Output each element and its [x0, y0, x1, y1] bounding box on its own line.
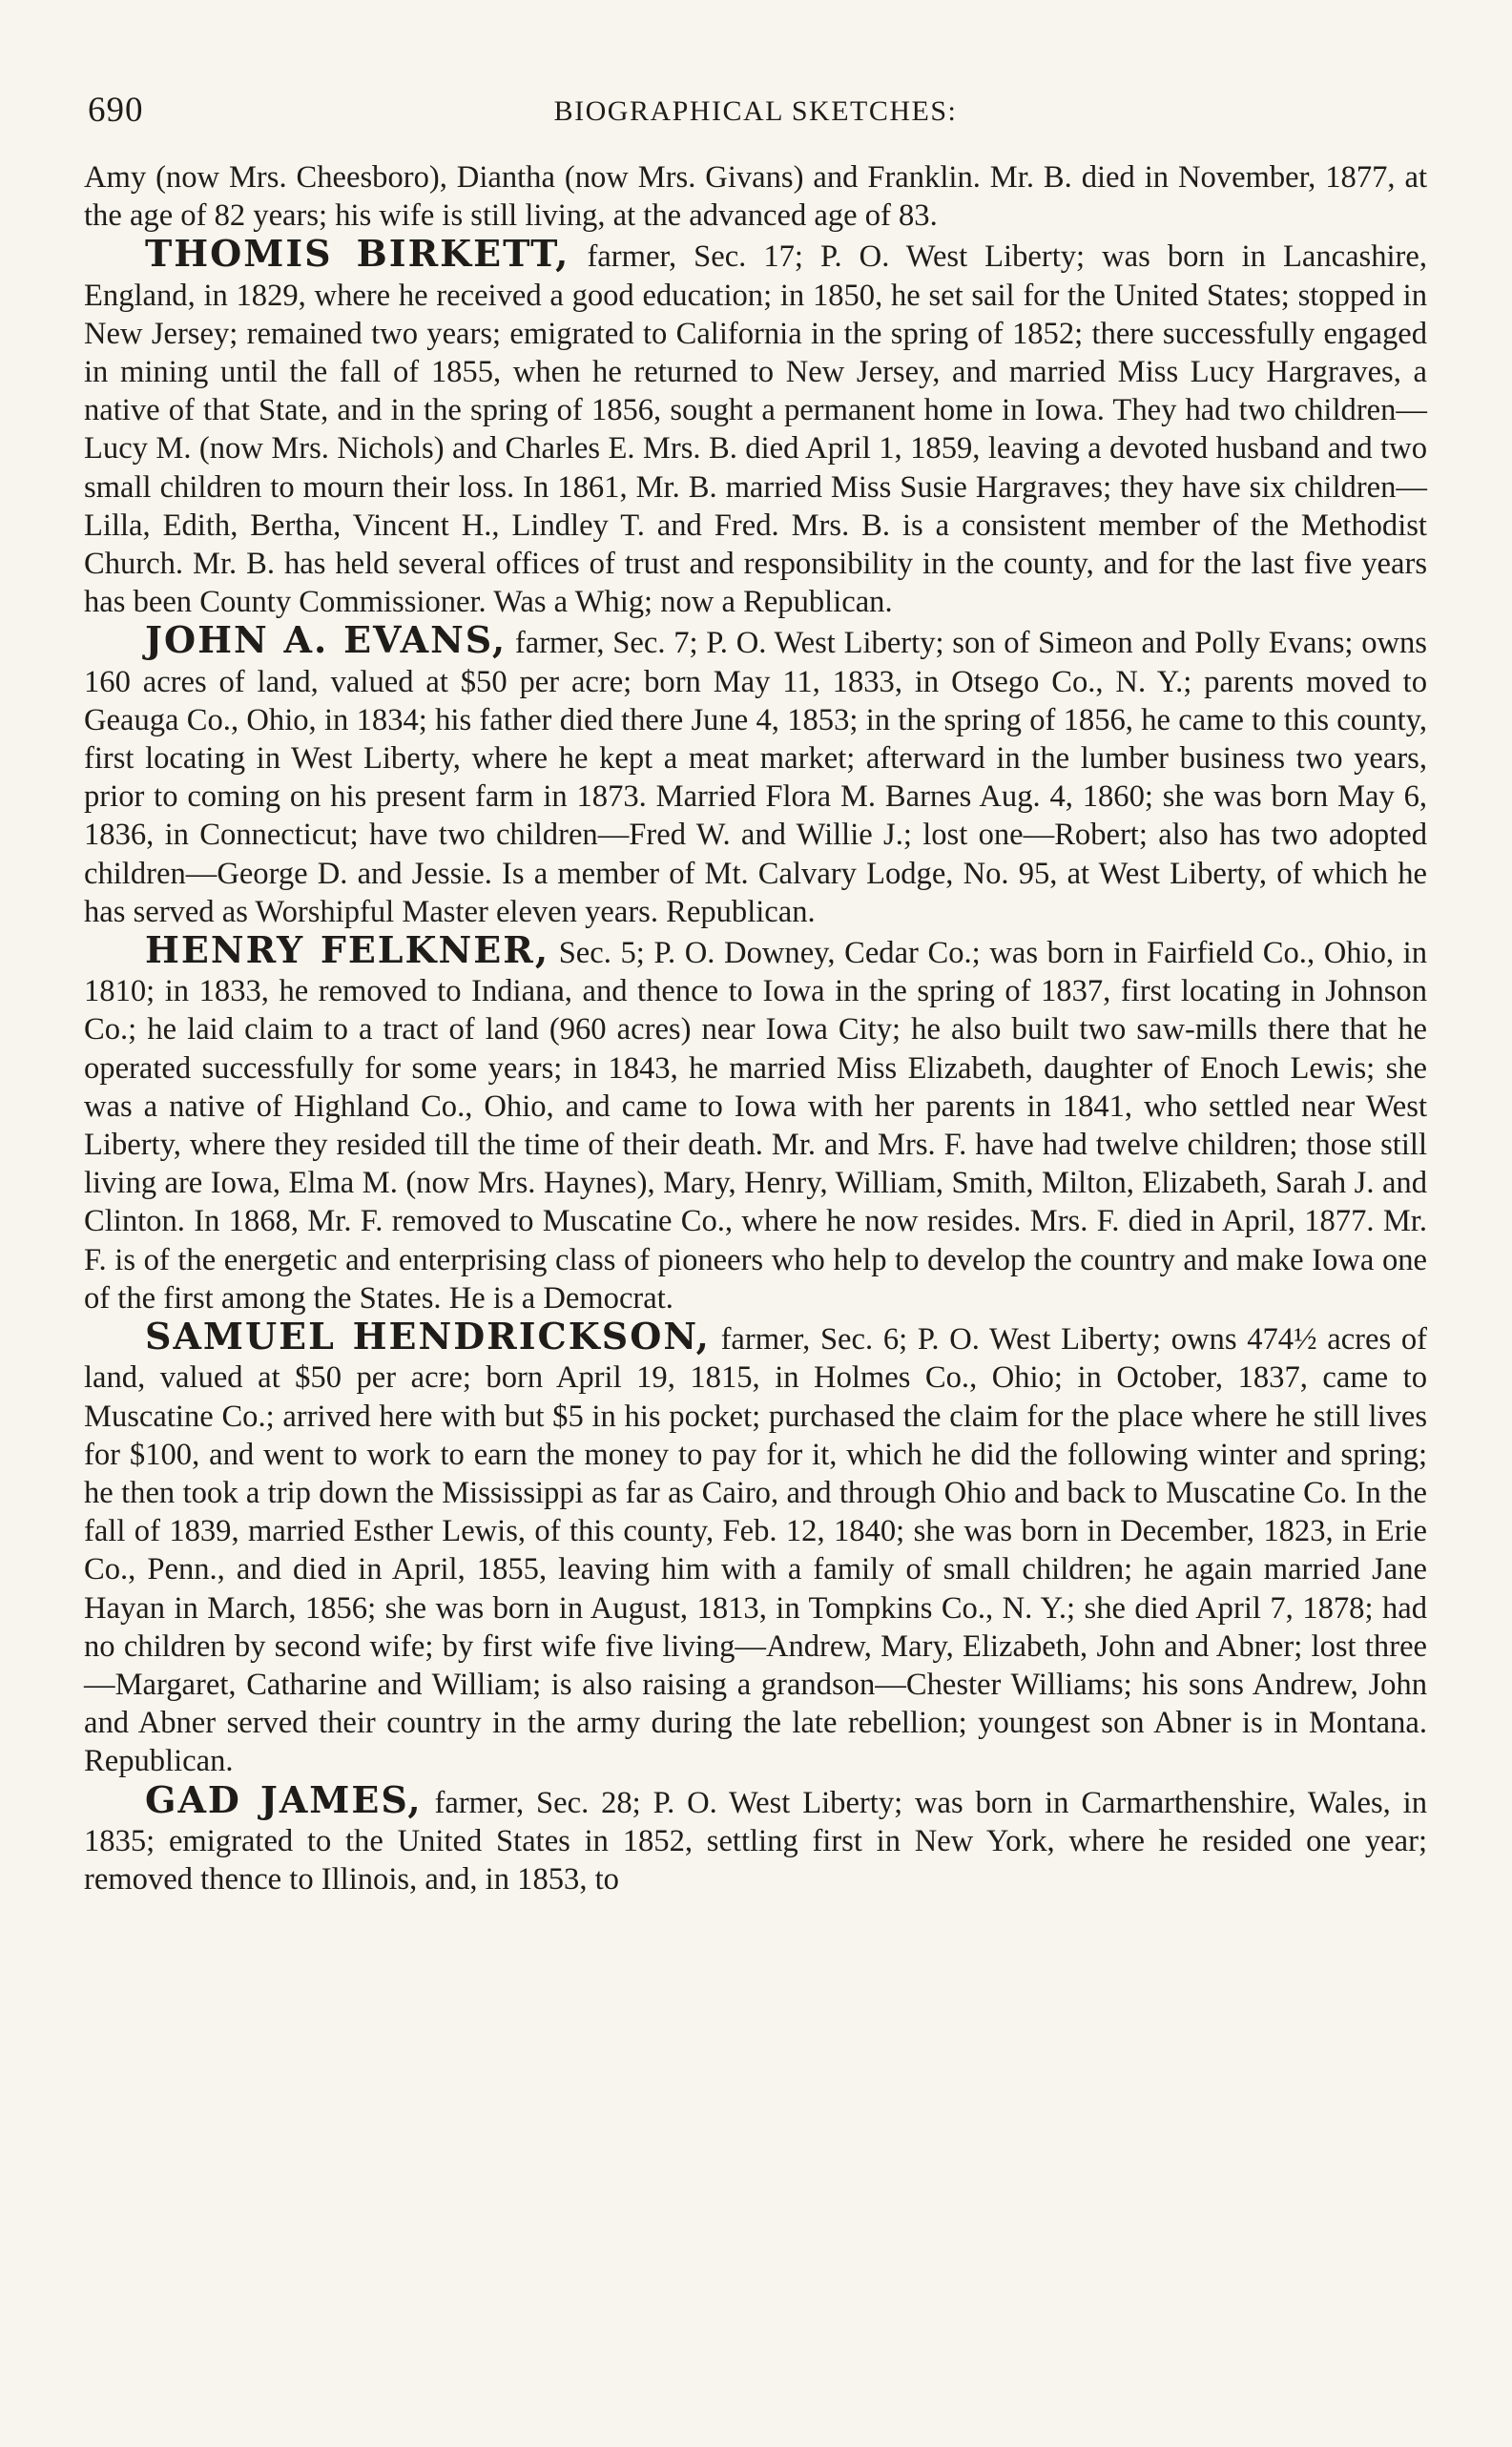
biography-entry: [84, 232, 1427, 621]
entry-text: Sec. 5; P. O. Downey, Cedar Co.; was born in Fairfield Co., Ohio, in 1810; in 1833, he removed to Indiana, and thence to Iowa in the spring of 1837, first locating in Johnson Co.; he laid claim to a tract of land (960 acres) near Iowa City; he also built two saw-mills there that he operated successfully for some years; in 1843, he married Miss Elizabeth, daughter of Enoch Lewis; she was a native of Highland Co., Ohio, and came to Iowa with her parents in 1841, who settled near West Liberty, where they resided till the time of their death. Mr. and Mrs. F. have had twelve children; those still living are Iowa, Elma M. (now Mrs. Haynes), Mary, Henry, William, Smith, Milton, Elizabeth, Sarah J. and Clinton. In 1868, Mr. F. removed to Muscatine Co., where he now resides. Mrs. F. died in April, 1877. Mr. F. is of the energetic and enterprising class of pioneers who help to develop the country and make Iowa one of the first among the States. He is a Democrat.: [84, 936, 1427, 1316]
continuation-paragraph: Amy (now Mrs. Cheesboro), Diantha (now Mrs. Givans) and Franklin. Mr. B. died in November, 1877, at the age of 82 years; his wife is still living, at the advanced age of 83.: [84, 160, 1427, 234]
entry-text: farmer, Sec. 28; P. O. West Liberty; was born in Carmarthenshire, Wales, in 1835; emigrated to the United States in 1852, settling first in New York, where he resided one year; removed thence to Illinois, and, in 1853, to: [84, 1785, 1427, 1897]
entry-text: farmer, Sec. 6; P. O. West Liberty; owns 474½ acres of land, valued at $50 per acre; born April 19, 1815, in Holmes Co., Ohio; in October, 1837, came to Muscatine Co.; arrived here with but $5 in his pocket; purchased the claim for the place where he still lives for $100, and went to work to earn the money to pay for it, which he did the following winter and spring; he then took a trip down the Mississippi as far as Cairo, and through Ohio and back to Muscatine Co. In the fall of 1839, married Esther Lewis, of this county, Feb. 12, 1840; she was born in December, 1823, in Erie Co., Penn., and died in April, 1855, leaving him with a family of small children; he again married Jane Hayan in March, 1856; she was born in August, 1813, in Tompkins Co., N. Y.; she died April 7, 1878; had no children by second wife; by first wife five living—Andrew, Mary, Elizabeth, John and Abner; lost three—Margaret, Catharine and William; is also raising a grandson—Chester Williams; his sons Andrew, John and Abner served their country in the army during the late rebellion; youngest son Abner is in Montana. Republican.: [84, 1322, 1427, 1779]
entry-name: GAD JAMES,: [145, 1777, 423, 1821]
biography-entry: [84, 1777, 1427, 1899]
entry-name: THOMIS BIRKETT,: [145, 232, 570, 276]
biography-entry: [84, 618, 1427, 931]
biography-entry: [84, 1317, 1427, 1780]
running-title: BIOGRAPHICAL SKETCHES:: [553, 95, 958, 127]
entry-text: farmer, Sec. 17; P. O. West Liberty; was born in Lancashire, England, in 1829, where he received a good education; in 1850, he set sail for the United States; stopped in New Jersey; remained two years; emigrated to California in the spring of 1852; there successfully engaged in mining until the fall of 1855, when he returned to New Jersey, and married Miss Lucy Hargraves, a native of that State, and in the spring of 1856, sought a permanent home in Iowa. They had two children—Lucy M. (now Mrs. Nichols) and Charles E. Mrs. B. died April 1, 1859, leaving a devoted husband and two small children to mourn their loss. In 1861, Mr. B. married Miss Susie Hargraves; they have six children—Lilla, Edith, Bertha, Vincent H., Lindley T. and Fred. Mrs. B. is a consistent member of the Methodist Church. Mr. B. has held several offices of trust and responsibility in the county, and for the last five years has been County Commissioner. Was a Whig; now a Republican.: [84, 239, 1427, 620]
biography-entry: [84, 928, 1427, 1317]
entry-name: JOHN A. EVANS,: [145, 618, 507, 662]
page-body: [84, 158, 1427, 1898]
book-page: [84, 80, 1427, 1898]
running-head: [84, 80, 1427, 139]
entry-name: SAMUEL HENDRICKSON,: [145, 1315, 711, 1358]
entry-text: farmer, Sec. 7; P. O. West Liberty; son of Simeon and Polly Evans; owns 160 acres of land, valued at $50 per acre; born May 11, 1833, in Otsego Co., N. Y.; parents moved to Geauga Co., Ohio, in 1834; his father died there June 4, 1853; in the spring of 1856, he came to this county, first locating in West Liberty, where he kept a meat market; afterward in the lumber business two years, prior to coming on his present farm in 1873. Married Flora M. Barnes Aug. 4, 1860; she was born May 6, 1836, in Connecticut; have two children—Fred W. and Willie J.; lost one—Robert; also has two adopted children—George D. and Jessie. Is a member of Mt. Calvary Lodge, No. 95, at West Liberty, of which he has served as Worshipful Master eleven years. Republican.: [84, 626, 1427, 929]
entry-name: HENRY FELKNER,: [145, 928, 550, 972]
page-number: 690: [88, 91, 144, 130]
